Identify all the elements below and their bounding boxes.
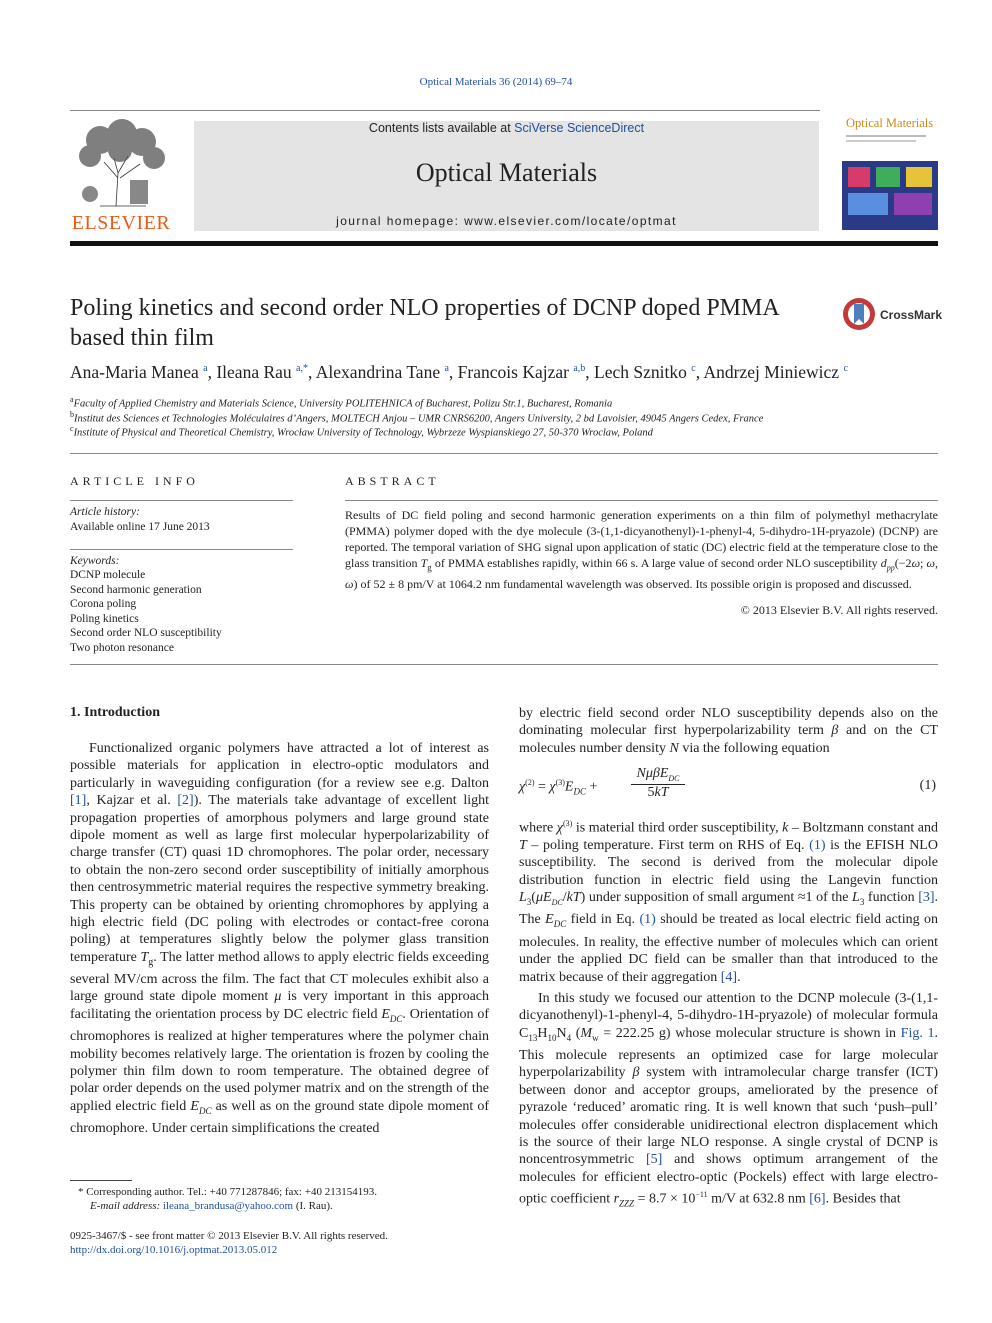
author-affiliation-marker[interactable]: a,b xyxy=(573,363,586,375)
abstract-text-2: of PMMA establishes rapidly, within 66 s. A large value of second order NLO susceptibility xyxy=(431,556,881,570)
email-note xyxy=(90,1200,333,1212)
reference-link[interactable]: [1] xyxy=(70,793,87,809)
cover-title xyxy=(846,117,934,130)
intro-text: ). The materials take advantage of excellent light propagation properties of amorphous polymers and large ground state dipole moment as well as large first molecular hyperpolarizability of charge transfer (CT) quasi 1D chromophores. The polar order, necessary to obtain the non-zero second order susceptibility of initially amorphous then centrosymmetric material requires the respective symmetry breaking. This property can be obtained by orienting chromophores by applying a high electric field (DC poling with electrodes or contact-free corona poling) at temperatures slightly below the polymer glass transition temperature xyxy=(70,793,489,965)
intro-text: at 632.8 nm xyxy=(735,1191,810,1207)
author-separator: , xyxy=(695,362,704,382)
journal-homepage[interactable]: journal homepage: www.elsevier.com/locate/optmat xyxy=(336,214,677,228)
cover-title-b: Materials xyxy=(885,116,934,130)
journal-cover-thumbnail[interactable] xyxy=(842,111,938,230)
article-info-heading: ARTICLE INFO xyxy=(70,474,199,488)
corresponding-author-text: Corresponding author. Tel.: +40 771287846; fax: +40 213154193. xyxy=(86,1186,377,1198)
author-name: Francois Kajzar xyxy=(457,362,569,382)
intro-text: field in Eq. xyxy=(566,912,640,928)
intro-text: . The latter method allows to apply electric fields exceeding several MV/cm across the film. The fact that CT molecules exhibit also a large ground state dipole moment xyxy=(70,949,489,1005)
equation-link[interactable]: (1) xyxy=(809,838,826,854)
author-affiliation-marker[interactable]: c xyxy=(691,363,696,375)
equation-link[interactable]: (1) xyxy=(639,912,656,928)
crossmark-badge[interactable] xyxy=(842,296,952,336)
author-separator: , xyxy=(307,362,316,382)
author-affiliation-marker[interactable]: c xyxy=(843,363,848,375)
intro-text: In this study we focused our attention to the DCNP molecule (3-(1,1-dicyanothenyl)-1-phenyl-4, 5-dihydro-1H-pryazole) of molecular formula xyxy=(519,991,938,1024)
affiliation-label: b xyxy=(70,410,74,419)
equation-1 xyxy=(519,766,938,806)
affiliation xyxy=(70,410,940,425)
intro-text: and on the CT molecules number density xyxy=(519,723,938,756)
author-separator: , xyxy=(585,362,595,382)
abstract-divider xyxy=(345,500,938,501)
intro-text: should be treated as local electric field acting on molecules. In reality, the effective number of molecules which can orient under the applied DC field can be smaller than that introduced to the matrix because of their aggregation xyxy=(519,912,938,985)
abstract-text-1: Results of DC field poling and second harmonic generation experiments on a thin film of polymethyl methacrylate (PMMA) polymer doped with the dye molecule (3-(1,1-dicyanothenyl)-1-phenyl-4, 5-dihydro-1H-pryazole) (DCNP) are reported. The temporal variation of SHG signal upon application of static (DC) electric field at the temperature close to the glass transition xyxy=(345,508,938,570)
intro-text: is the EFISH NLO susceptibility. The second is derived from the molecular dipole distribution function in electric field using the Langevin function xyxy=(519,838,938,888)
keywords-label: Keywords: xyxy=(70,555,120,567)
intro-text: . The xyxy=(519,890,939,928)
author-affiliation-marker[interactable]: a xyxy=(203,363,208,375)
intro-text: is material third order susceptibility, xyxy=(572,820,783,836)
history-label: Article history: xyxy=(70,506,140,518)
affiliation xyxy=(70,424,940,439)
contents-availability xyxy=(194,121,819,135)
author[interactable] xyxy=(703,362,847,382)
reference-link[interactable]: [6] xyxy=(809,1191,826,1207)
elsevier-wordmark: ELSEVIER xyxy=(71,212,171,234)
sciencedirect-link[interactable]: SciVerse ScienceDirect xyxy=(514,121,645,135)
abstract-copyright: © 2013 Elsevier B.V. All rights reserved. xyxy=(740,603,938,617)
keyword: Corona poling xyxy=(70,598,137,610)
intro-text: by electric field second order NLO susceptibility depends also on the dominating molecular first hyperpolarizability term xyxy=(519,706,938,739)
journal-title: Optical Materials xyxy=(415,158,598,187)
intro-column-2-top: by electric field second order NLO susceptibility depends also on the dominating molecular first hyperpolarizability term β and on the CT molecules number density N via the following equation xyxy=(519,706,938,756)
author-affiliation-marker[interactable]: a xyxy=(444,363,449,375)
intro-text: whose molecular structure is shown in xyxy=(670,1025,901,1041)
section-divider xyxy=(70,664,938,665)
author[interactable] xyxy=(216,362,315,382)
keyword: Second order NLO susceptibility xyxy=(70,627,222,639)
author-name: Ileana Rau xyxy=(216,362,292,382)
email-label: E-mail address: xyxy=(90,1200,163,1212)
abstract-heading: ABSTRACT xyxy=(345,474,440,488)
cover-title-a: Optical xyxy=(846,116,883,130)
doi-link[interactable]: http://dx.doi.org/10.1016/j.optmat.2013.05.012 xyxy=(70,1244,278,1256)
contents-prefix: Contents lists available at xyxy=(368,121,515,135)
article-title: Poling kinetics and second order NLO properties of DCNP doped PMMA based thin film xyxy=(70,295,779,351)
intro-text: function xyxy=(864,890,919,906)
intro-text: is very important in this approach facilitating the orientation process by DC electric field xyxy=(70,989,490,1022)
intro-text: . This molecule represents an optimized case for large molecular hyperpolarizability xyxy=(519,1025,938,1081)
intro-text: – Boltzmann constant and xyxy=(788,820,938,836)
affiliation-text: Faculty of Applied Chemistry and Materials Science, University POLITEHNICA of Bucharest, Polizu Str.1, Bucharest, Romania xyxy=(73,398,613,410)
author-list xyxy=(70,362,950,383)
intro-text: and shows optimum arrangement of the molecules for efficient electro-optic (Pockels) effect with large electro-optic coefficient xyxy=(519,1152,938,1207)
keyword: DCNP molecule xyxy=(70,569,146,581)
affiliation-text: Institute of Physical and Theoretical Chemistry, Wrocław University of Technology, Wybrzeze Wyspianskiego 27, 50-370 Wroclaw, Poland xyxy=(73,427,653,439)
intro-text: . Besides that xyxy=(825,1191,901,1207)
equation-lhs: $\chi^{(2)} = \chi^{(3)}E_{DC}$ + xyxy=(519,778,598,797)
intro-text: Functionalized organic polymers have attracted a lot of interest as possible materials for application in electro-optic modulators and particularly in waveguiding configuration (for a review see e.g. Dalton xyxy=(70,741,489,791)
crossmark-icon xyxy=(842,296,876,332)
keyword: Two photon resonance xyxy=(70,641,174,654)
history-value: Available online 17 June 2013 xyxy=(70,521,210,533)
cover-artwork xyxy=(842,161,938,230)
header-thick-rule xyxy=(70,241,938,246)
email-link[interactable]: ileana_brandusa@yahoo.com xyxy=(162,1200,294,1212)
intro-paragraph-1: Functionalized organic polymers have attracted a lot of interest as possible materials for application in electro-optic modulators and particularly in waveguiding configuration (for a review see e.g. Dalton [1], Kajzar et al. [2]). The materials take advantage of excellent light propagation properties of amorphous polymers and large ground state dipole moment as well as large first molecular hyperpolarizability of charge transfer (CT) quasi 1D chromophores. The polar order, necessary to obtain the non-zero second order susceptibility of initially amorphous then centrosymmetric material requires the respective symmetry breaking. This property can be obtained by orienting chromophores by applying a high electric field (DC poling with electrodes or contact-free corona poling) at temperatures slightly below the polymer glass transition temperature $T_g$. The latter method allows to apply electric fields exceeding several MV/cm across the film. The fact that CT molecules exhibit also a large ground state dipole moment μ is very important in this approach facilitating the orientation process by DC electric field $E_{DC}$. Orientation of chromophores is realized at higher temperatures where the polymer chain mobility becomes relatively large. The orientation is frozen by cooling the polymer thin film down to room temperature. The obtained degree of polar order depends on the used polymer matrix and on the strength of the applied electric field $E_{DC}$ as well as on the ground state dipole moment of chromophore. Under certain simplifications the created xyxy=(70,741,490,1136)
reference-link[interactable]: [2] xyxy=(177,793,194,809)
author-name: Andrzej Miniewicz xyxy=(703,362,840,382)
info-divider xyxy=(70,500,293,501)
intro-text: , Kajzar et al. xyxy=(86,793,178,809)
author[interactable] xyxy=(316,362,458,382)
author-name: Lech Sznitko xyxy=(594,362,687,382)
cover-top xyxy=(842,111,938,161)
reference-link[interactable]: [4] xyxy=(720,969,738,985)
header-divider xyxy=(70,110,820,111)
author-affiliation-marker[interactable]: a,* xyxy=(296,363,308,375)
author[interactable] xyxy=(458,362,594,382)
author-name: Alexandrina Tane xyxy=(315,362,441,382)
reference-link[interactable]: [5] xyxy=(645,1152,663,1168)
author-name: Ana-Maria Manea xyxy=(70,362,199,382)
footnote-divider xyxy=(70,1180,132,1181)
intro-text: system with intramolecular charge transfer (ICT) between donor and acceptor groups, ameliorated by the presence of pyrazole ‘reduced’ aromatic ring. It is well known that such ‘push–pull’ molecules offer considerable unidirectional electron displacement which is the source of their large NLO response. A single crystal of DCNP is noncentrosymmetric xyxy=(519,1065,938,1168)
author[interactable] xyxy=(70,362,216,382)
intro-column-2-middle: where $\chi^{(3)}$ is material third order susceptibility, k – Boltzmann constant and T – poling temperature. First term on RHS of Eq. (1) is the EFISH NLO susceptibility. The second is derived from the molecular dipole distribution function in electric field using the Langevin function $L_3(\mu E_{DC}/kT)$ under supposition of small argument ≈1 of the $L_3$ function [3]. The $E_{DC}$ field in Eq. (1) should be treated as local electric field acting on molecules. In reality, the effective number of molecules which can orient under the applied DC field can be smaller than that introduced to the matrix because of their aggregation [4]. xyxy=(519,819,939,985)
intro-text: . xyxy=(737,969,741,985)
affiliation-label: c xyxy=(70,424,74,433)
equation-fraction: NμβE$_{DC}$ 5kT xyxy=(631,766,685,801)
cover-text-line xyxy=(846,135,926,137)
affiliation xyxy=(70,395,940,410)
corresponding-author-note: * Corresponding author. Tel.: +40 771287846; fax: +40 213154193. xyxy=(78,1186,377,1198)
author-separator: , xyxy=(448,362,458,382)
section-divider xyxy=(70,453,938,454)
equation-number: (1) xyxy=(919,778,936,793)
introduction-heading: 1. Introduction xyxy=(70,705,160,720)
intro-text: . Orientation of chromophores is realized at higher temperatures where the polymer chain mobility becomes relatively large. The orientation is frozen by cooling the polymer thin film down to room temperature. The obtained degree of polar order depends on the used polymer matrix and on the strength of the applied electric field xyxy=(70,1006,490,1114)
intro-text: – poling temperature. First term on RHS of Eq. xyxy=(526,838,810,854)
abstract-body: Results of DC field poling and second harmonic generation experiments on a thin film of polymethyl methacrylate (PMMA) polymer doped with the dye molecule (3-(1,1-dicyanothenyl)-1-phenyl-4, 5-dihydro-1H-pryazole) (DCNP) are reported. The temporal variation of SHG signal upon application of static (DC) electric field at the temperature close to the glass transition $T_g$ of PMMA establishes rapidly, within 66 s. A large value of second order NLO susceptibility $d_{pp}(-2\omega$; ω, ω) of 52 ± 8 pm/V at 1064.2 nm fundamental wavelength was observed. Its possible origin is proposed and discussed. xyxy=(345,508,938,592)
author-separator: , xyxy=(207,362,217,382)
abstract-text-3: of 52 ± 8 pm/V at 1064.2 nm fundamental wavelength was observed. Its possible origin is proposed and discussed. xyxy=(357,577,912,592)
intro-paragraph-2: In this study we focused our attention to the DCNP molecule (3-(1,1-dicyanothenyl)-1-phenyl-4, 5-dihydro-1H-pryazole) of molecular formula $C_{13}H_{10}N_4$ ($M_w = 222.25$ g) whose molecular structure is shown in Fig. 1. This molecule represents an optimized case for large molecular hyperpolarizability β system with intramolecular charge transfer (ICT) between donor and acceptor groups, ameliorated by the presence of pyrazole ‘reduced’ aromatic ring. It is well known that such ‘push–pull’ molecules offer considerable unidirectional electron displacement which is the source of their large NLO response. A single crystal of DCNP is noncentrosymmetric [5] and shows optimum arrangement of the molecules for efficient electro-optic (Pockels) effect with large electro-optic coefficient $r_{ZZZ} = 8.7 \times 10^{-11}$ m/V at 632.8 nm [6]. Besides that xyxy=(519,991,938,1209)
intro-text: under supposition of small argument ≈1 of the xyxy=(585,890,853,906)
journal-citation-link[interactable]: Optical Materials 36 (2014) 69–74 xyxy=(419,76,573,88)
affiliation-label: a xyxy=(70,395,74,404)
reference-link[interactable]: [3] xyxy=(918,890,935,906)
figure-link[interactable]: Fig. 1 xyxy=(900,1025,935,1041)
info-divider xyxy=(70,549,293,550)
intro-text: as well as on the ground state dipole moment of chromophore. Under certain simplifications the created xyxy=(70,1098,489,1136)
affiliation-text: Institut des Sciences et Technologies Moléculaires d’Angers, MOLTECH Anjou – UMR CNRS6200, Angers University, 2 bd Lavoisier, 49045 Angers Cedex, France xyxy=(74,413,764,425)
issn-line: 0925-3467/$ - see front matter © 2013 Elsevier B.V. All rights reserved. xyxy=(70,1230,388,1242)
intro-text: via the following equation xyxy=(678,740,830,756)
cover-text-line xyxy=(846,140,916,142)
intro-text: where xyxy=(519,820,557,836)
keyword: Second harmonic generation xyxy=(70,583,202,596)
tree-icon xyxy=(70,118,172,210)
author[interactable] xyxy=(594,362,703,382)
email-suffix: (I. Rau). xyxy=(293,1200,333,1212)
crossmark-label: CrossMark xyxy=(880,308,943,322)
keyword: Poling kinetics xyxy=(70,612,139,625)
